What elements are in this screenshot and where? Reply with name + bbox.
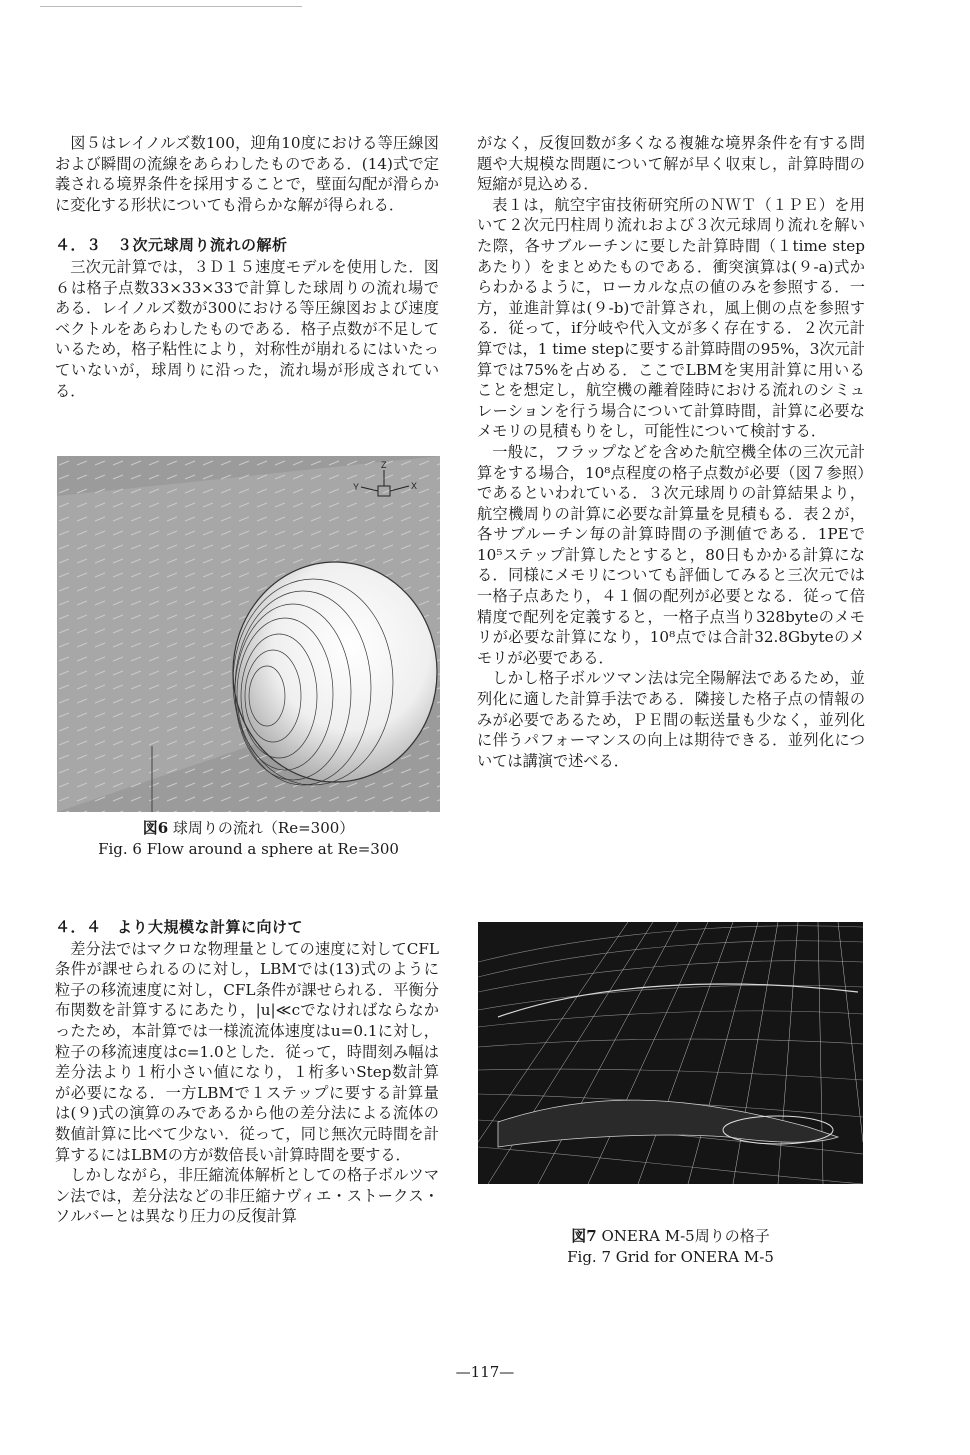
paragraph: 表１は，航空宇宙技術研究所のＮＷＴ（１ＰＥ）を用いて２次元円柱周り流れおよび３次元球周り流れを解いた際，各サブルーチンに要した計算時間（１time stepあたり）をまとめたものである．衝突演算は(９-a)式からわかるように，ローカルな点の値のみを参照する．一方，並進計算は(９-b)で計算され，風上側の点を参照する．従って，if分岐や代入文が多く存在する．２次元計算では，1 time stepに要する計算時間の95%，3次元計算では75%を占める．ここでLBMを実用計算に用いることを想定し，航空機の離着陸時における流れのシミュレーションを行う場合について計算時間，計算に必要なメモリの見積もりをし，可能性について検討する． (477, 195, 865, 441)
section-heading-4-3: ４．３ ３次元球周り流れの解析 (55, 236, 288, 255)
caption-english: Fig. 6 Flow around a sphere at Re=300 (98, 840, 399, 858)
paragraph: がなく，反復回数が多くなる複雑な境界条件を有する問題や大規模な問題について解が早く収束し，計算時間の短縮が見込める． (477, 134, 865, 194)
onera-grid-image (478, 922, 863, 1184)
caption-japanese: ONERA M-5周りの格子 (601, 1227, 770, 1245)
axis-y-label: Y (353, 482, 360, 492)
figure-6-sphere-flow (57, 456, 440, 812)
axis-z-label: Z (381, 460, 387, 470)
left-column-bottom (55, 917, 439, 1227)
figure-7-caption (478, 1226, 863, 1268)
right-column-top (477, 133, 865, 771)
axis-x-label: X (411, 481, 418, 491)
paragraph: 差分法ではマクロな物理量としての速度に対してCFL条件が課せられるのに対し，LBMでは(13)式のように粒子の移流速度に対し，CFL条件が課せられる．平衡分布関数を計算するにあたり，|u|≪cでなければならなかったため，本計算では一様流流体速度はu=0.1に対し，粒子の移流速度はc=1.0とした．従って，時間刻み幅は差分法より１桁小さい値になり，１桁多いStep数計算が必要になる．一方LBMで１ステップに要する計算量は(９)式の演算のみであるから他の差分法による流体の数値計算に比べて少ない．従って，同じ無次元時間を計算するにはLBMの方が数倍長い計算時間を要する． (55, 939, 439, 1164)
caption-english: Fig. 7 Grid for ONERA M-5 (567, 1248, 774, 1266)
left-column-top (55, 133, 439, 401)
paragraph: 一般に，フラップなどを含めた航空機全体の三次元計算をする場合，10⁸点程度の格子点数が必要（図７参照）であるといわれている．３次元球周りの計算結果より，航空機周りの計算に必要な計算量を見積もる．表２が，各サブルーチン毎の計算時間の予測値である．1PEで10⁵ステップ計算したとすると，80日もかかる計算になる．同様にメモリについても評価してみると三次元では一格子点あたり，４１個の配列が必要となる．従って倍精度で配列を定義すると，一格子点当り328byteのメモリが必要な計算になり，10⁸点では合計32.8Gbyteのメモリが必要である． (477, 442, 865, 667)
paragraph: しかし格子ボルツマン法は完全陽解法であるため，並列化に適した計算手法である．隣接した格子点の情報のみが必要であるため，ＰＥ間の転送量も少なく，並列化に伴うパフォーマンスの向上は期待できる．並列化については講演で述べる． (477, 669, 865, 770)
figure-6-caption (57, 818, 440, 860)
section-heading-4-4: ４．４ より大規模な計算に向けて (55, 918, 304, 936)
paragraph: 図５はレイノルズ数100，迎角10度における等圧線図および瞬間の流線をあらわしたものである．(14)式で定義される境界条件を採用することで，壁面勾配が滑らかに変化する形状についても滑らかな解が得られる． (55, 134, 439, 214)
caption-japanese: 球周りの流れ（Re=300） (172, 819, 355, 837)
paragraph: 三次元計算では，３Ｄ１５速度モデルを使用した．図６は格子点数33×33×33で計算した球周りの流れ場である．レイノルズ数が300における等圧線図および速度ベクトルをあらわしたものである．格子点数が不足しているため，格子粘性により，対称性が崩れるにはいたっていないが，球周りに沿った，流れ場が形成されている． (55, 257, 440, 400)
figure-7-onera-grid (478, 922, 863, 1184)
paragraph: しかしながら，非圧縮流体解析としての格子ボルツマン法では，差分法などの非圧縮ナヴィエ・ストークス・ソルバーとは異なり圧力の反復計算 (55, 1166, 439, 1226)
figure-label: 図6 (142, 819, 169, 837)
top-rule (40, 6, 302, 7)
sphere-flow-plot (57, 456, 440, 812)
figure-label: 図7 (571, 1227, 597, 1245)
page-number: —117— (455, 1363, 515, 1381)
